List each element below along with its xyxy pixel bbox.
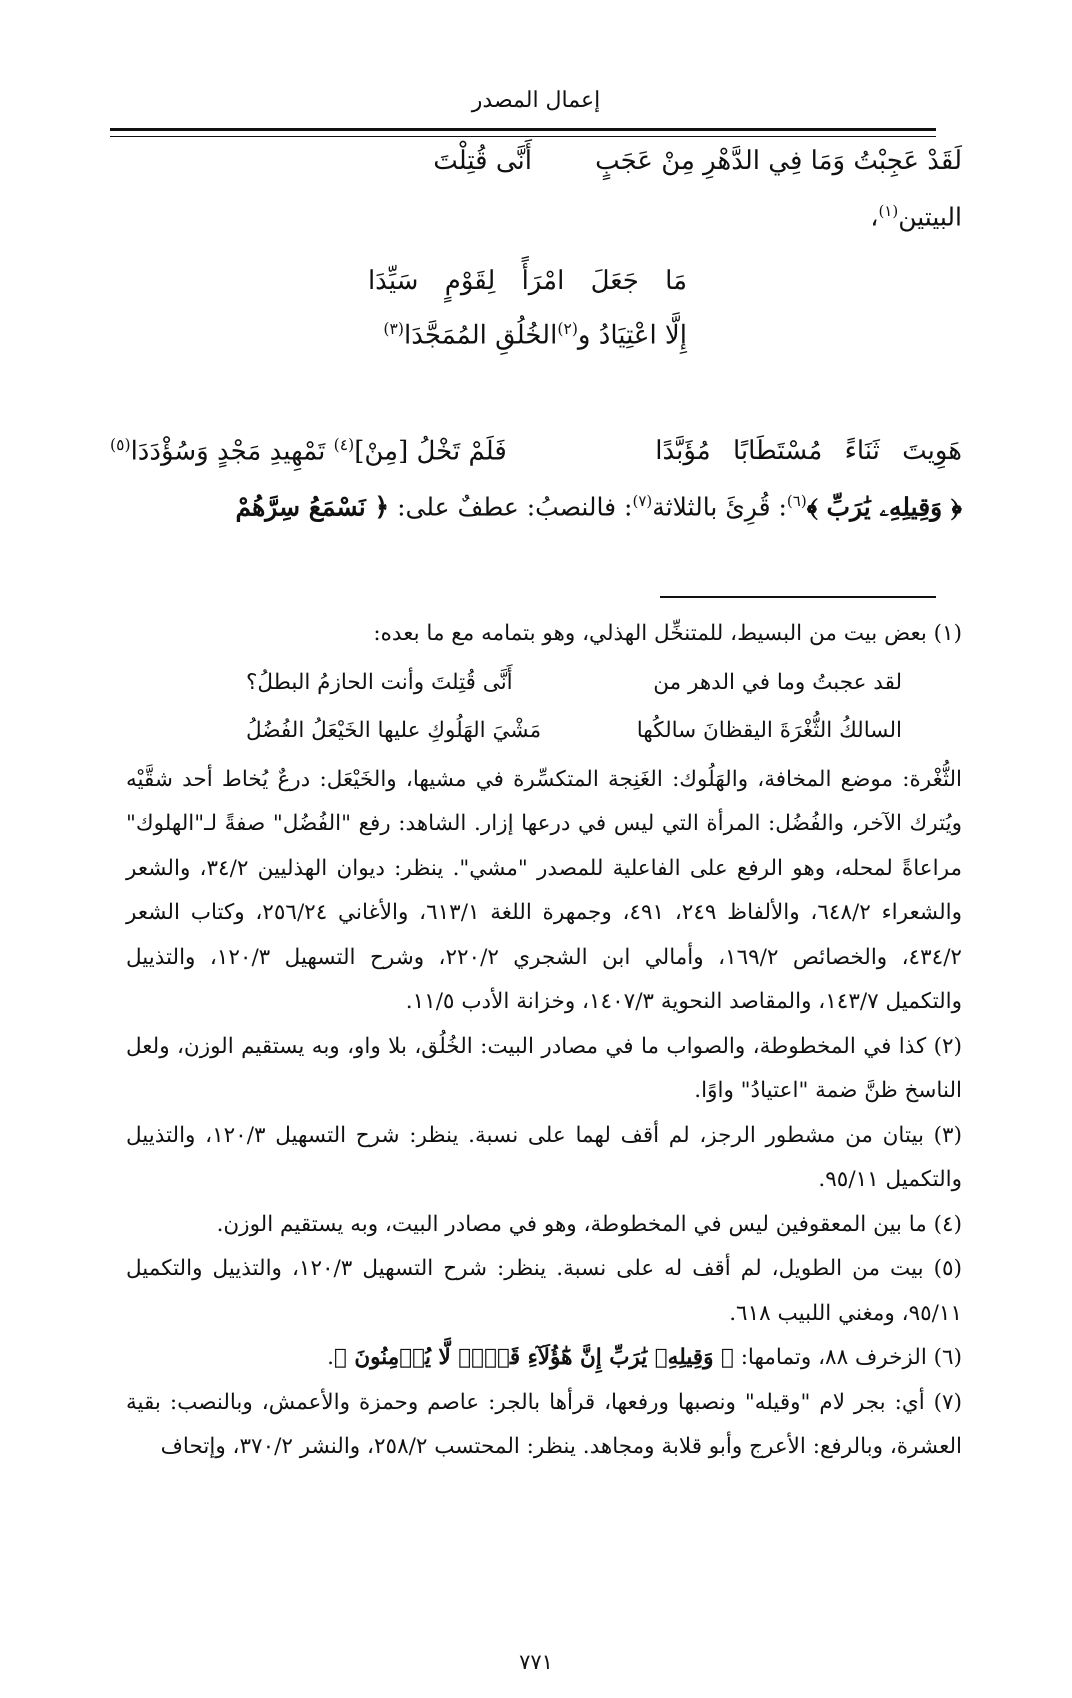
rajaz-line-2-text: إِلَّا اعْتِيَادُ و [577, 320, 687, 351]
footnote-1-verse-1 [126, 661, 962, 706]
verse-3-first-hemistich: هَوِيتَ ثَنَاءً مُسْتَطَابًا مُؤَبَّدًا [655, 436, 962, 466]
footnote-6 [126, 1336, 962, 1381]
footnote-2: (٢) كذا في المخطوطة، والصواب ما في مصادر البيت: الخُلُق، بلا واو، وبه يستقيم الوزن، ولعل الناسخ ظنَّ ضمة "اعتيادُ" واوًا. [126, 1033, 962, 1103]
verse-intro-tail: ، [870, 202, 879, 232]
rajaz-line-2-tail: الخُلُقِ المُمَجَّدَا [403, 320, 558, 351]
verse-1-first-hemistich: لَقَدْ عَجِبْتُ وَمَا فِي الدَّهْرِ مِنْ عَجَبٍ [595, 146, 962, 176]
quran-quote-2: ﴿ نَسْمَعُ سِرَّهُمْ [235, 492, 390, 522]
footnote-ref-4: (٤) [333, 436, 355, 454]
footnote-ref-3: (٣) [383, 320, 404, 338]
verse-1-second-hemistich: أَنَّى قُتِلْتَ [433, 146, 532, 176]
footnote-ref-2: (٢) [557, 320, 578, 338]
verse-intro [870, 202, 962, 231]
footnote-ref-7: (٧) [632, 492, 653, 510]
footnote-ref-6: (٦) [786, 492, 807, 510]
footnote-1-body: الثُّغْرة: موضع المخافة، والهَلُوك: الغَنِجة المتكسِّرة في مشيها، والخَيْعَل: درعٌ يُخاط أحد شقَّيْه ويُترك الآخر، والفُضُل: المرأة التي ليس في درعها إزار. الشاهد: رفع "الفُضُل" صفةً لـ"الهلوك" مراعاةً لمحله، وهو الرفع على الفاعلية للمصدر "مشي". ينظر: ديوان الهذليين ٣٤/٢، والشعر والشعراء ٦٤٨/٢، والألفاظ ٢٤٩، ٤٩١، وجمهرة اللغة ٦١٣/١، والأغاني ٢٥٦/٢٤، وكتاب الشعر ٤٣٤/٢، والخصائص ١٦٩/٢، وأمالي ابن الشجري ٢٢٠/٢، وشرح التسهيل ١٢٠/٣، والتذييل والتكميل ١٤٣/٧، والمقاصد النحوية ١٤٠٧/٣، وخزانة الأدب ١١/٥. [126, 766, 962, 1014]
body-line [235, 492, 962, 522]
running-header: إعمال المصدر [471, 88, 601, 113]
body-text-2: : فالنصبُ: عطفٌ على: [389, 492, 633, 522]
verse-3-second-tail: تَمْهِيدِ مَجْدٍ وَسُؤْدَدَا [130, 436, 334, 467]
footnote-1-verse-2-b: مَشْيَ الهَلُوكِ عليها الخَيْعَلُ الفُضُلُ [246, 718, 542, 743]
footnote-1-intro: (١) بعض بيت من البسيط، للمتنخِّل الهذلي، وهو بتمامه مع ما بعده: [373, 621, 962, 646]
footnote-1-verse-1-a: لقد عجبتُ وما في الدهر من [653, 669, 902, 695]
footnote-5: (٥) بيت من الطويل، لم أقف له على نسبة. ينظر: شرح التسهيل ١٢٠/٣، والتذييل والتكميل ٩٥/١١، ومغني اللبيب ٦١٨. [126, 1256, 962, 1326]
footnote-7: (٧) أي: بجر لام "وقيله" ونصبها ورفعها، قرأها بالجر: عاصم وحمزة والأعمش، وبالنصب: بقية العشرة، وبالرفع: الأعرج وأبو قلابة ومجاهد. ينظر: المحتسب ٢٥٨/٢، والنشر ٣٧٠/٢، وإتحاف [126, 1389, 962, 1459]
footnote-ref-1: (١) [878, 202, 899, 220]
footnote-3: (٣) بيتان من مشطور الرجز، لم أقف لهما على نسبة. ينظر: شرح التسهيل ١٢٠/٣، والتذييل والتكميل ٩٥/١١. [126, 1122, 962, 1192]
footnote-6-tail: . [327, 1345, 334, 1370]
footnote-ref-5: (٥) [110, 436, 131, 454]
quran-quote-1: ﴿ وَقِيلِهِۦ يَٰرَبِّ ﴾ [806, 492, 962, 522]
body-text-1: : قُرِئَ بالثلاثة [652, 492, 787, 522]
footnote-1-verse-2-a: السالكُ الثُّغْرَةَ اليقظانَ سالكُها [636, 718, 902, 743]
footnote-4: (٤) ما بين المعقوفين ليس في المخطوطة، وهو في مصادر البيت، وبه يستقيم الوزن. [216, 1211, 962, 1237]
verse-intro-text: البيتين [898, 202, 962, 232]
header-rule-thin [110, 136, 936, 137]
rajaz-line-2 [383, 320, 687, 351]
footnote-1-verse-2 [126, 709, 962, 754]
page-number: ٧٧١ [519, 1650, 553, 1674]
footnote-6-text: (٦) الزخرف ٨٨، وتمامها: [733, 1345, 962, 1370]
footnotes [126, 612, 962, 1470]
verse-3-second-hemistich [110, 436, 507, 467]
footnote-6-quran: ﴿ وَقِيلِهِۦ يَٰرَبِّ إِنَّ هَٰٓؤُلَآءِ قَوۡمٞ لَّا يُؤۡمِنُونَ ﴾ [333, 1345, 734, 1370]
footnote-1-verse-1-b: أَنَّى قُتِلتَ وأنت الحازمُ البطلُ؟ [246, 669, 513, 695]
rajaz-line-1: مَا جَعَلَ امْرَأً لِقَوْمٍ سَيِّدَا [367, 266, 687, 296]
footnote-separator [660, 596, 936, 598]
verse-3-second-text: فَلَمْ تَخْلُ [مِنْ] [354, 436, 507, 467]
header-rule-thick [110, 128, 936, 131]
